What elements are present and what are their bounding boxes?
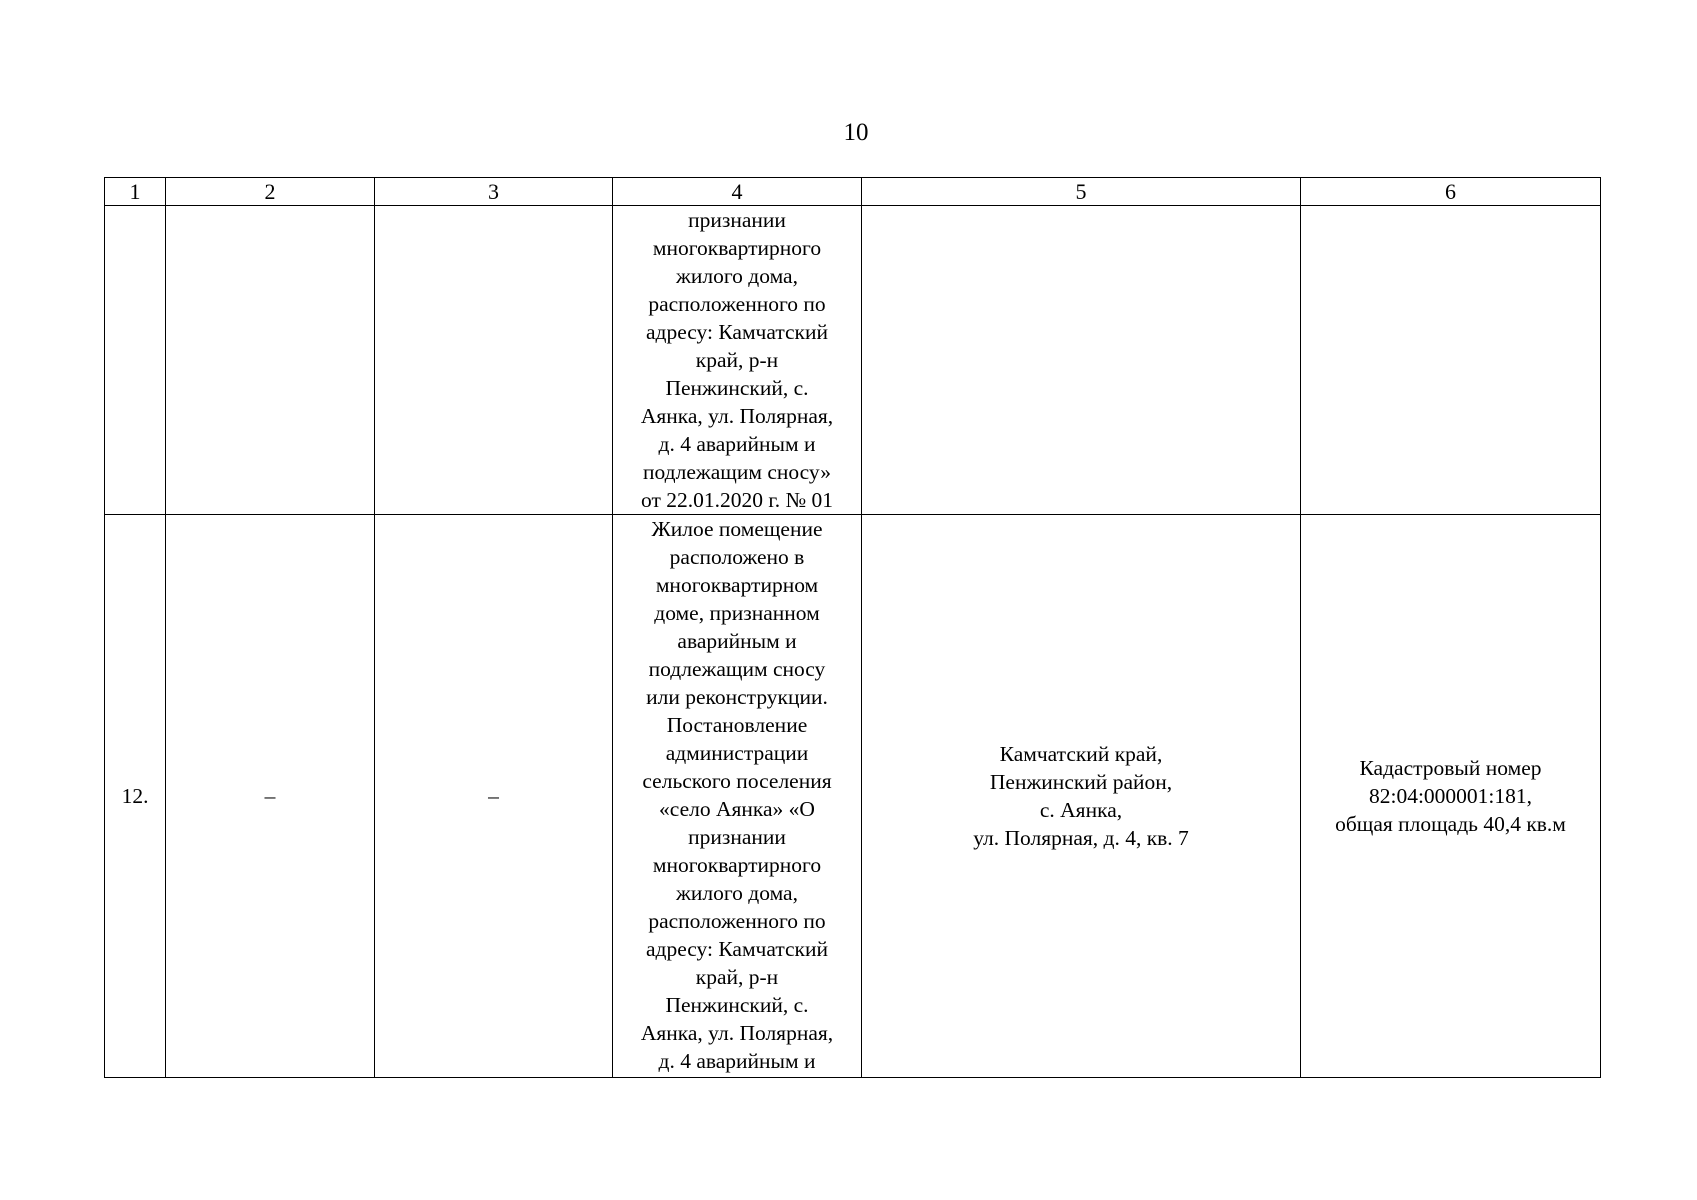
text-line: Камчатский край, [999,742,1163,766]
column-header-2: 2 [166,178,375,206]
text-line: расположенного по [648,909,826,933]
text-line: признании [688,208,786,232]
text-line: расположенного по [648,292,826,316]
row-cell-5 [862,515,1301,1078]
text-line: сельского поселения [642,769,832,793]
text-line: аварийным и [677,629,797,653]
row-cell-2: – [166,515,375,1078]
row-cell-4 [613,515,862,1078]
column-header-1: 1 [105,178,166,206]
row-cell-3: – [375,515,613,1078]
text-line: адресу: Камчатский [645,937,829,961]
text-line: с. Аянка, [1039,798,1123,822]
text-line: от 22.01.2020 г. № 01 [641,488,833,512]
text-line: д. 4 аварийным и [658,1049,816,1073]
table-row [105,515,1601,1078]
text-line: подлежащим сносу [648,657,826,681]
text-line: «село Аянка» «О [659,797,815,821]
text-line: общая площадь 40,4 кв.м [1335,812,1566,836]
dwelling-address [866,740,1296,852]
text-line: край, р-н [695,348,779,372]
row-cell-6 [1301,515,1601,1078]
cont-cell-2 [166,206,375,515]
cadastral-info [1305,754,1596,838]
text-line: жилого дома, [676,264,798,288]
column-header-5: 5 [862,178,1301,206]
cont-cell-6 [1301,206,1601,515]
cont-cell-4 [613,206,862,515]
text-line: Пенжинский, с. [665,993,809,1017]
continuation-row [105,206,1601,515]
column-header-3: 3 [375,178,613,206]
dwelling-description [617,515,857,1075]
text-line: признании [688,825,786,849]
text-line: Аянка, ул. Полярная, [640,404,834,428]
text-line: Пенжинский, с. [665,376,809,400]
text-line: Жилое помещение [651,517,823,541]
text-line: ул. Полярная, д. 4, кв. 7 [973,826,1189,850]
text-line: расположено в [669,545,805,569]
page-number: 10 [843,119,869,146]
text-line: Аянка, ул. Полярная, [640,1021,834,1045]
text-line: многоквартирном [655,573,819,597]
text-line: Постановление [666,713,808,737]
cont-cell-5 [862,206,1301,515]
column-header-4: 4 [613,178,862,206]
cont-description [617,206,857,514]
registry-table [104,177,1601,1078]
text-line: доме, признанном [654,601,820,625]
text-line: Кадастровый номер [1359,756,1542,780]
text-line: администрации [665,741,809,765]
text-line: д. 4 аварийным и [658,432,816,456]
text-line: 82:04:000001:181, [1368,784,1533,808]
text-line: край, р-н [695,965,779,989]
row-number: 12. [105,515,166,1078]
text-line: многоквартирного [652,853,822,877]
text-line: жилого дома, [676,881,798,905]
text-line: многоквартирного [652,236,822,260]
column-number-row [105,178,1601,206]
text-line: адресу: Камчатский [645,320,829,344]
text-line: Пенжинский район, [989,770,1173,794]
column-header-6: 6 [1301,178,1601,206]
text-line: подлежащим сносу» [643,460,831,484]
cont-cell-3 [375,206,613,515]
cont-cell-1 [105,206,166,515]
text-line: или реконструкции. [646,685,828,709]
